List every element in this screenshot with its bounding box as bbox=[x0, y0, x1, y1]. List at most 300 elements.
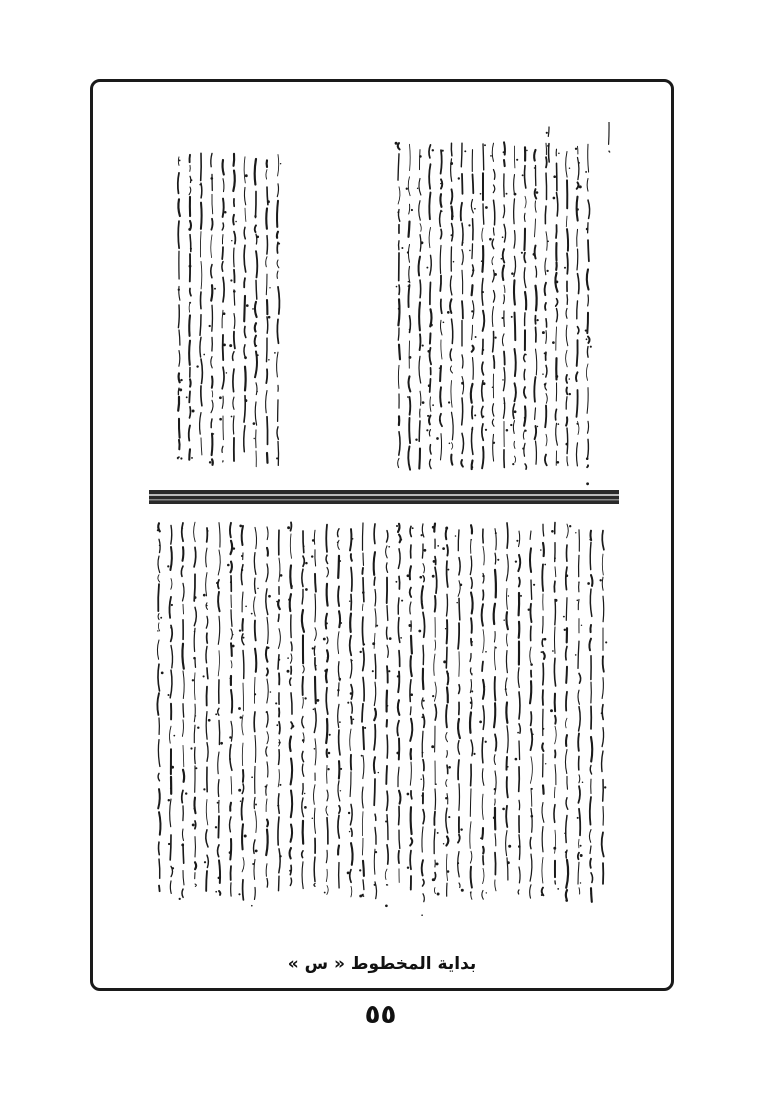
script-stroke bbox=[567, 295, 568, 305]
script-dot bbox=[471, 673, 472, 674]
script-stroke bbox=[212, 305, 213, 331]
script-dot bbox=[448, 816, 450, 818]
script-stroke bbox=[603, 780, 604, 802]
page-number: ٥٥ bbox=[364, 1000, 397, 1030]
script-stroke bbox=[542, 803, 544, 823]
script-dot bbox=[439, 367, 440, 368]
script-stroke bbox=[242, 858, 244, 872]
script-dot bbox=[171, 766, 174, 769]
script-dot bbox=[546, 132, 548, 134]
script-stroke bbox=[587, 179, 588, 192]
script-dot bbox=[407, 396, 409, 398]
script-stroke bbox=[590, 859, 591, 868]
script-dot bbox=[276, 724, 278, 726]
script-stroke bbox=[182, 523, 183, 541]
script-stroke bbox=[546, 173, 547, 199]
script-stroke bbox=[567, 457, 568, 466]
script-stroke bbox=[458, 719, 460, 738]
script-stroke bbox=[206, 573, 207, 596]
script-stroke bbox=[266, 799, 267, 812]
script-dot bbox=[590, 346, 592, 348]
script-dot bbox=[480, 193, 482, 195]
script-dot bbox=[522, 174, 524, 176]
script-dot bbox=[506, 193, 508, 195]
script-dot bbox=[421, 534, 423, 536]
script-stroke bbox=[386, 563, 387, 572]
script-dot bbox=[179, 159, 181, 161]
script-dot bbox=[189, 265, 192, 268]
script-stroke bbox=[179, 286, 180, 300]
script-stroke bbox=[398, 458, 399, 467]
script-stroke bbox=[590, 542, 591, 569]
script-stroke bbox=[514, 280, 515, 304]
script-stroke bbox=[586, 364, 588, 381]
script-dot bbox=[327, 768, 329, 770]
script-stroke bbox=[423, 564, 424, 573]
script-stroke bbox=[399, 791, 400, 804]
script-stroke bbox=[399, 807, 400, 825]
script-stroke bbox=[587, 465, 588, 467]
script-stroke bbox=[206, 871, 207, 891]
script-stroke bbox=[314, 646, 315, 655]
script-stroke bbox=[472, 285, 473, 295]
script-stroke bbox=[277, 242, 278, 253]
script-stroke bbox=[277, 271, 278, 278]
script-stroke bbox=[429, 193, 430, 220]
script-dot bbox=[305, 562, 308, 565]
script-dot bbox=[546, 270, 548, 272]
script-stroke bbox=[545, 283, 546, 295]
script-dot bbox=[396, 286, 398, 288]
script-stroke bbox=[256, 383, 257, 395]
script-dot bbox=[564, 267, 566, 269]
script-stroke bbox=[267, 236, 268, 254]
script-stroke bbox=[194, 704, 195, 722]
script-dot bbox=[157, 529, 159, 531]
script-stroke bbox=[470, 654, 471, 662]
script-stroke bbox=[277, 319, 278, 343]
figure-caption: بداية المخطوط « س » bbox=[287, 954, 477, 974]
script-dot bbox=[437, 832, 439, 834]
script-stroke bbox=[189, 341, 190, 365]
script-stroke bbox=[483, 590, 484, 600]
script-stroke bbox=[302, 764, 303, 776]
script-dot bbox=[551, 530, 554, 533]
script-stroke bbox=[410, 719, 412, 741]
script-stroke bbox=[494, 755, 495, 765]
script-stroke bbox=[506, 806, 507, 827]
script-stroke bbox=[430, 255, 432, 275]
script-dot bbox=[276, 457, 278, 459]
script-dot bbox=[575, 148, 577, 150]
script-dot bbox=[406, 188, 408, 190]
script-stroke bbox=[233, 416, 234, 434]
script-stroke bbox=[195, 658, 196, 667]
script-stroke bbox=[374, 682, 375, 705]
script-dot bbox=[180, 379, 182, 381]
script-stroke bbox=[493, 228, 494, 235]
script-stroke bbox=[483, 144, 484, 170]
script-stroke bbox=[447, 561, 448, 587]
script-stroke bbox=[429, 430, 430, 436]
script-dot bbox=[451, 215, 453, 217]
script-stroke bbox=[277, 184, 278, 197]
script-stroke bbox=[470, 851, 471, 863]
script-dot bbox=[231, 416, 233, 418]
script-stroke bbox=[524, 213, 525, 221]
script-stroke bbox=[524, 443, 525, 456]
script-stroke bbox=[375, 654, 376, 678]
script-stroke bbox=[232, 352, 234, 361]
script-stroke bbox=[387, 531, 388, 542]
script-stroke bbox=[536, 266, 537, 277]
script-stroke bbox=[577, 301, 578, 319]
script-stroke bbox=[591, 873, 593, 883]
script-stroke bbox=[267, 317, 268, 333]
script-dot bbox=[602, 656, 604, 658]
script-stroke bbox=[471, 867, 472, 888]
script-dot bbox=[157, 630, 159, 632]
script-stroke bbox=[494, 200, 495, 225]
script-stroke bbox=[543, 663, 544, 685]
script-dot bbox=[471, 466, 473, 468]
script-dot bbox=[485, 206, 488, 209]
script-stroke bbox=[218, 780, 219, 797]
script-stroke bbox=[434, 888, 435, 894]
script-stroke bbox=[327, 749, 328, 757]
script-stroke bbox=[506, 612, 507, 629]
script-stroke bbox=[409, 266, 410, 282]
script-stroke bbox=[566, 890, 567, 899]
script-dot bbox=[586, 338, 588, 340]
script-dot bbox=[160, 617, 162, 619]
script-stroke bbox=[158, 664, 160, 691]
script-dot bbox=[351, 660, 353, 662]
script-stroke bbox=[218, 752, 219, 774]
script-stroke bbox=[278, 600, 280, 609]
script-dot bbox=[471, 310, 473, 312]
script-stroke bbox=[588, 337, 590, 343]
script-stroke bbox=[578, 862, 579, 884]
script-stroke bbox=[410, 566, 411, 579]
script-stroke bbox=[278, 155, 279, 176]
script-stroke bbox=[211, 419, 212, 428]
script-stroke bbox=[267, 617, 268, 643]
script-dot bbox=[233, 290, 236, 293]
script-stroke bbox=[201, 203, 202, 229]
script-dot bbox=[361, 755, 363, 757]
script-stroke bbox=[375, 609, 376, 627]
script-dot bbox=[270, 691, 272, 693]
script-dot bbox=[277, 805, 279, 807]
script-stroke bbox=[555, 726, 557, 744]
script-stroke bbox=[451, 455, 452, 465]
script-stroke bbox=[555, 600, 556, 625]
script-stroke bbox=[420, 334, 421, 350]
script-stroke bbox=[223, 335, 224, 360]
script-stroke bbox=[351, 685, 353, 699]
script-stroke bbox=[578, 158, 579, 180]
script-stroke bbox=[194, 607, 196, 625]
script-dot bbox=[503, 151, 505, 153]
script-stroke bbox=[419, 449, 420, 469]
script-stroke bbox=[423, 760, 424, 771]
script-stroke bbox=[178, 457, 179, 459]
script-stroke bbox=[543, 652, 545, 659]
script-stroke bbox=[195, 747, 196, 763]
script-dot bbox=[565, 899, 568, 902]
script-dot bbox=[453, 261, 455, 263]
script-stroke bbox=[315, 550, 316, 566]
script-stroke bbox=[587, 269, 589, 289]
script-stroke bbox=[545, 406, 546, 428]
script-dot bbox=[462, 242, 464, 244]
script-stroke bbox=[338, 586, 339, 606]
script-dot bbox=[173, 735, 175, 737]
script-stroke bbox=[446, 705, 447, 727]
script-stroke bbox=[503, 398, 504, 418]
script-dot bbox=[521, 252, 523, 254]
script-dot bbox=[364, 727, 366, 729]
script-stroke bbox=[219, 720, 220, 744]
script-dot bbox=[191, 457, 193, 459]
script-stroke bbox=[519, 867, 520, 883]
script-stroke bbox=[170, 799, 171, 827]
script-stroke bbox=[290, 565, 291, 588]
script-stroke bbox=[461, 203, 462, 221]
script-stroke bbox=[471, 200, 473, 213]
script-stroke bbox=[267, 762, 268, 777]
script-dot bbox=[269, 287, 270, 288]
script-stroke bbox=[223, 277, 224, 302]
script-dot bbox=[347, 871, 350, 874]
script-dot bbox=[447, 673, 449, 675]
script-stroke bbox=[243, 880, 244, 900]
script-stroke bbox=[471, 593, 473, 614]
script-stroke bbox=[535, 201, 536, 212]
script-stroke bbox=[218, 592, 220, 611]
script-stroke bbox=[211, 235, 212, 258]
script-stroke bbox=[536, 349, 537, 375]
script-dot bbox=[554, 557, 556, 559]
script-dot bbox=[497, 559, 499, 561]
script-stroke bbox=[170, 881, 171, 893]
script-dot bbox=[421, 795, 423, 797]
script-dot bbox=[168, 843, 170, 845]
script-dot bbox=[253, 422, 256, 425]
script-stroke bbox=[327, 790, 328, 801]
script-dot bbox=[419, 576, 422, 579]
script-stroke bbox=[255, 621, 256, 641]
script-dot bbox=[421, 716, 423, 718]
script-dot bbox=[388, 670, 390, 672]
script-dot bbox=[400, 637, 402, 639]
script-dot bbox=[448, 766, 451, 769]
script-stroke bbox=[452, 412, 454, 440]
script-dot bbox=[192, 679, 194, 681]
script-stroke bbox=[410, 707, 411, 715]
script-stroke bbox=[230, 803, 231, 811]
script-dot bbox=[229, 736, 231, 738]
script-stroke bbox=[222, 262, 223, 272]
script-stroke bbox=[399, 535, 401, 543]
script-stroke bbox=[302, 851, 303, 858]
script-dot bbox=[558, 153, 560, 155]
script-dot bbox=[524, 417, 526, 419]
script-stroke bbox=[514, 199, 515, 224]
script-stroke bbox=[245, 367, 246, 391]
script-stroke bbox=[387, 606, 388, 621]
script-stroke bbox=[222, 310, 223, 328]
script-dot bbox=[240, 801, 241, 802]
script-dot bbox=[280, 574, 283, 577]
script-stroke bbox=[524, 369, 525, 379]
script-dot bbox=[445, 797, 447, 799]
script-stroke bbox=[302, 677, 303, 695]
script-stroke bbox=[171, 525, 172, 544]
script-stroke bbox=[566, 598, 567, 621]
script-stroke bbox=[256, 192, 257, 218]
script-dot bbox=[172, 867, 174, 869]
script-stroke bbox=[327, 650, 328, 661]
script-dot bbox=[419, 155, 422, 158]
script-dot bbox=[279, 855, 281, 857]
script-stroke bbox=[266, 830, 267, 856]
script-stroke bbox=[398, 187, 400, 204]
script-dot bbox=[502, 236, 504, 238]
script-stroke bbox=[182, 790, 183, 802]
script-stroke bbox=[459, 883, 460, 888]
script-stroke bbox=[278, 614, 279, 621]
script-stroke bbox=[507, 726, 508, 753]
script-stroke bbox=[429, 145, 431, 158]
script-stroke bbox=[495, 677, 496, 701]
script-dot bbox=[215, 891, 217, 893]
script-stroke bbox=[483, 547, 484, 565]
script-stroke bbox=[408, 245, 409, 263]
script-dot bbox=[494, 336, 496, 338]
script-stroke bbox=[255, 527, 257, 548]
script-dot bbox=[518, 845, 521, 848]
script-dot bbox=[540, 549, 542, 551]
script-stroke bbox=[206, 616, 207, 628]
script-stroke bbox=[482, 891, 483, 900]
script-stroke bbox=[398, 154, 399, 180]
script-stroke bbox=[546, 319, 547, 327]
script-dot bbox=[427, 350, 430, 353]
script-dot bbox=[401, 539, 403, 541]
script-stroke bbox=[302, 590, 303, 605]
script-stroke bbox=[290, 594, 291, 611]
script-stroke bbox=[514, 256, 516, 276]
script-stroke bbox=[387, 645, 388, 657]
script-stroke bbox=[462, 301, 463, 318]
script-dot bbox=[278, 243, 280, 245]
script-stroke bbox=[459, 784, 460, 811]
script-dot bbox=[256, 345, 258, 347]
script-dot bbox=[254, 693, 256, 695]
script-stroke bbox=[434, 682, 436, 701]
script-stroke bbox=[603, 656, 604, 671]
script-stroke bbox=[398, 598, 399, 614]
script-stroke bbox=[256, 234, 257, 244]
script-stroke bbox=[201, 292, 202, 309]
script-stroke bbox=[277, 201, 278, 227]
script-stroke bbox=[398, 143, 400, 149]
script-stroke bbox=[513, 421, 514, 434]
script-stroke bbox=[326, 806, 328, 815]
script-stroke bbox=[531, 809, 532, 833]
script-stroke bbox=[557, 193, 558, 216]
manuscript-photo bbox=[119, 122, 649, 922]
script-dot bbox=[547, 240, 549, 242]
script-dot bbox=[555, 375, 558, 378]
script-stroke bbox=[507, 777, 508, 797]
script-stroke bbox=[350, 614, 351, 632]
script-dot bbox=[385, 904, 388, 907]
script-dot bbox=[407, 793, 410, 796]
script-dot bbox=[214, 288, 216, 290]
script-stroke bbox=[267, 712, 269, 727]
script-dot bbox=[168, 799, 170, 801]
script-stroke bbox=[399, 345, 400, 360]
script-dot bbox=[586, 228, 589, 231]
script-dot bbox=[279, 784, 281, 786]
script-stroke bbox=[602, 751, 603, 771]
script-stroke bbox=[546, 232, 547, 251]
script-stroke bbox=[212, 434, 213, 456]
script-stroke bbox=[602, 577, 603, 590]
script-dot bbox=[251, 776, 253, 778]
script-stroke bbox=[266, 170, 267, 180]
script-dot bbox=[209, 461, 211, 463]
script-stroke bbox=[194, 725, 195, 743]
script-dot bbox=[219, 418, 222, 421]
script-dot bbox=[190, 248, 192, 250]
script-stroke bbox=[473, 358, 474, 380]
script-dot bbox=[586, 482, 589, 485]
script-stroke bbox=[195, 821, 196, 829]
script-stroke bbox=[398, 851, 399, 863]
script-dot bbox=[526, 150, 528, 152]
script-dot bbox=[195, 715, 196, 716]
script-dot bbox=[265, 786, 267, 788]
script-stroke bbox=[398, 365, 399, 388]
script-dot bbox=[436, 862, 439, 865]
script-dot bbox=[324, 669, 327, 672]
script-stroke bbox=[410, 526, 411, 536]
script-dot bbox=[514, 410, 517, 413]
script-stroke bbox=[470, 556, 471, 575]
script-stroke bbox=[222, 446, 223, 452]
script-dot bbox=[474, 208, 476, 210]
script-dot bbox=[555, 599, 558, 602]
script-stroke bbox=[482, 339, 483, 354]
script-dot bbox=[579, 185, 582, 188]
script-stroke bbox=[314, 708, 316, 732]
script-stroke bbox=[350, 870, 351, 883]
script-stroke bbox=[440, 211, 441, 227]
script-dot bbox=[255, 804, 257, 806]
script-dot bbox=[411, 209, 413, 211]
script-stroke bbox=[602, 678, 603, 699]
script-dot bbox=[287, 526, 290, 529]
script-stroke bbox=[536, 441, 537, 464]
script-dot bbox=[363, 643, 365, 645]
script-dot bbox=[348, 812, 350, 814]
script-stroke bbox=[362, 812, 363, 836]
script-stroke bbox=[423, 894, 424, 902]
